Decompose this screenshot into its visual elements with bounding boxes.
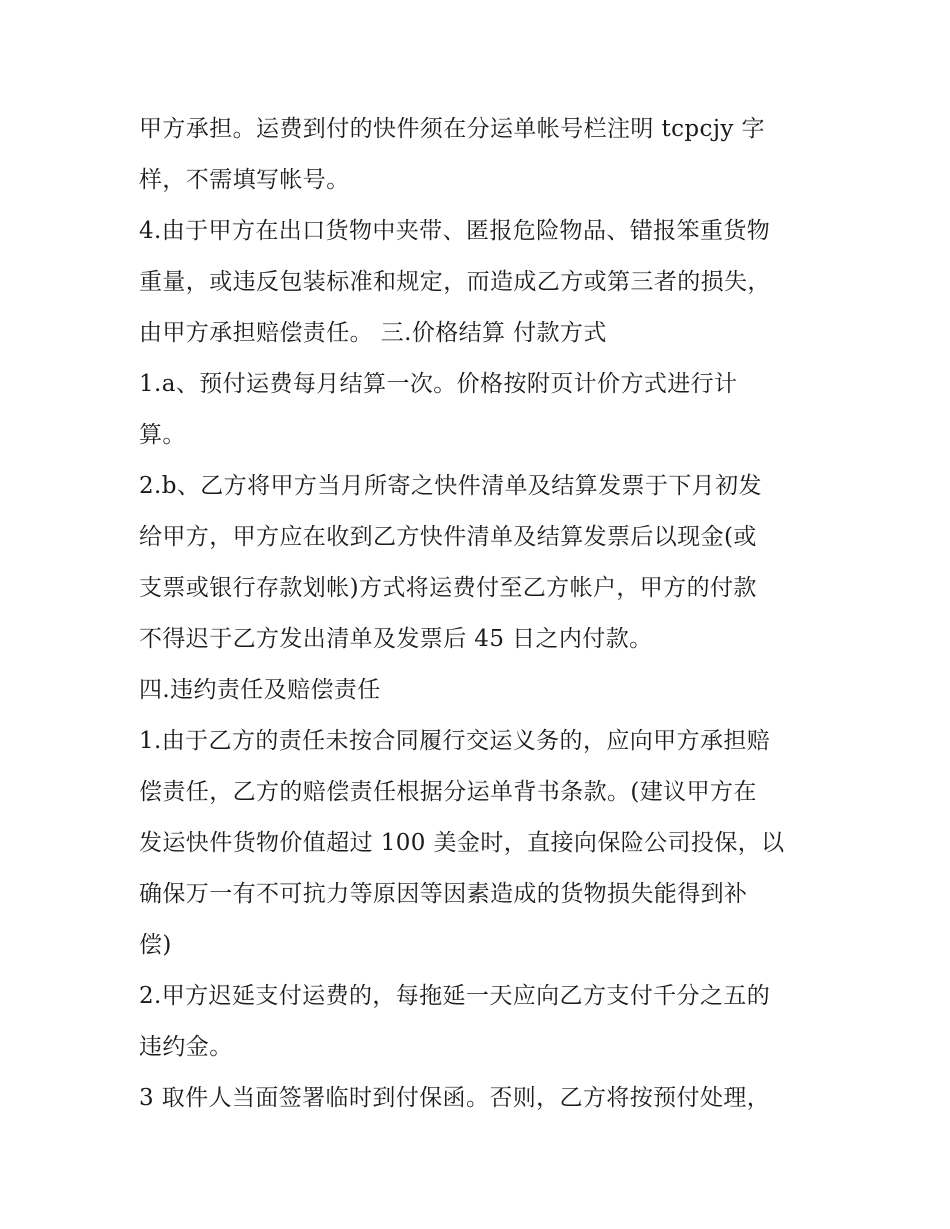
text-line: 违约金。 (139, 1034, 233, 1060)
text-line: 甲方承担。运费到付的快件须在分运单帐号栏注明 tcpcjy 字 (139, 116, 765, 142)
text-line: 2.b、乙方将甲方当月所寄之快件清单及结算发票于下月初发 (139, 473, 762, 499)
text-line: 2.甲方迟延支付运费的，每拖延一天应向乙方支付千分之五的 (139, 983, 771, 1009)
text-line: 1.a、预付运费每月结算一次。价格按附页计价方式进行计 (139, 371, 738, 397)
text-line: 偿责任，乙方的赔偿责任根据分运单背书条款。(建议甲方在 (139, 779, 757, 805)
text-line: 支票或银行存款划帐)方式将运费付至乙方帐户，甲方的付款 (139, 575, 757, 601)
text-line: 确保万一有不可抗力等原因等因素造成的货物损失能得到补 (139, 881, 748, 907)
text-line: 给甲方，甲方应在收到乙方快件清单及结算发票后以现金(或 (139, 524, 757, 550)
document-body (139, 104, 819, 1124)
text-line: 不得迟于乙方发出清单及发票后 45 日之内付款。 (139, 626, 653, 652)
text-line: 3 取件人当面签署临时到付保函。否则，乙方将按预付处理， (139, 1085, 771, 1111)
text-line: 偿) (139, 932, 172, 958)
section-heading: 四.违约责任及赔偿责任 (139, 677, 381, 703)
text-line: 算。 (139, 422, 186, 448)
text-line: 样，不需填写帐号。 (139, 167, 350, 193)
text-line: 由甲方承担赔偿责任。 三.价格结算 付款方式 (139, 320, 607, 346)
text-line: 1.由于乙方的责任未按合同履行交运义务的，应向甲方承担赔 (139, 728, 771, 754)
text-line: 发运快件货物价值超过 100 美金时，直接向保险公司投保，以 (139, 830, 785, 856)
text-line: 重量，或违反包装标准和规定，而造成乙方或第三者的损失， (139, 269, 771, 295)
text-line: 4.由于甲方在出口货物中夹带、匿报危险物品、错报笨重货物 (139, 218, 771, 244)
